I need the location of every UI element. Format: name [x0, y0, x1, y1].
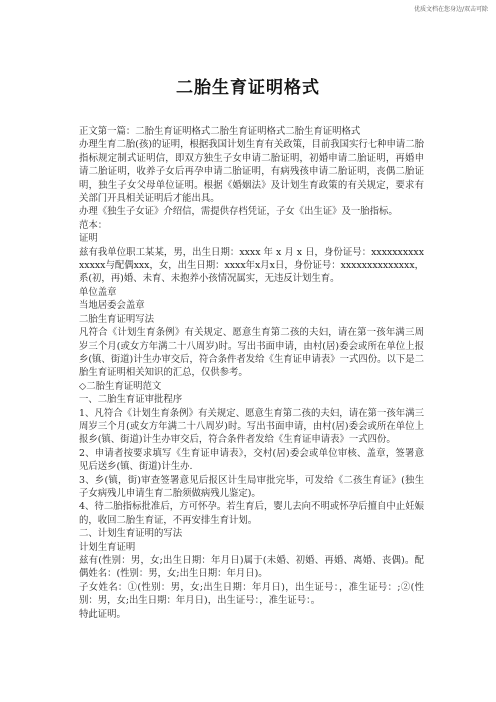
paragraph: 一、二胎生育证审批程序 — [79, 394, 183, 406]
paragraph: 证明 — [79, 233, 98, 245]
document-body — [79, 125, 424, 621]
paragraph: 2、申请者按要求填写《生育证申请表》，交村(居)委会或单位审核、盖章，签署意见后送乡(镇、街道)计生办. — [79, 447, 424, 473]
paragraph: 计划生育证明 — [79, 541, 136, 553]
paragraph: 兹有(性别：男，女;出生日期：年月日)属于(未婚、初婚、再婚、离婚、丧偶)。配偶姓名：(性别：男，女;出生日期：年月日)。 — [79, 555, 424, 580]
paragraph: 办理生育二胎(孩)的证明，根据我国计划生育有关政策，目前我国实行七种申请二胎指标规定制式证明信，即双方独生子女申请二胎证明，初婚申请二胎证明，再婚申请二胎证明，收养子女后再孕申请二胎证明，有病残孩申请二胎证明，丧偶二胎证明，独生子女父母单位证明。根据《婚姻法》及计划生育政策的有关规定，要求有关部门开具相关证明后才能出具。 — [79, 139, 424, 205]
header-note: 优质文档在您身边/双击可除 — [413, 6, 488, 13]
paragraph: 1、凡符合《计划生育条例》有关规定、愿意生育第二孩的夫妇，请在第一孩年满三周岁三个月(或女方年满二十八周岁)时。写出书面申请，由村(居)委会或所在单位上报乡(镇、街道)计生办审交后，符合条件者发给《生育证申请表》一式四份。 — [79, 407, 424, 446]
paragraph: ◇二胎生育证明范文 — [79, 380, 162, 392]
paragraph: 二胎生育证明写法 — [79, 313, 155, 325]
paragraph: 当地居委会盖章 — [79, 300, 145, 312]
paragraph: 子女姓名：①(性别：男，女;出生日期：年月日)，出生证号：，准生证号：;②(性别：男，女;出生日期：年月日)，出生证号：，准生证号：。 — [79, 581, 424, 607]
paragraph: 单位盖章 — [79, 286, 117, 298]
paragraph: 正文第一篇：二胎生育证明格式二胎生育证明格式二胎生育证明格式 — [79, 126, 361, 137]
paragraph: 凡符合《计划生育条例》有关规定、愿意生育第二孩的夫妇，请在第一孩年满三周岁三个月(或女方年满二十八周岁)时。写出书面申请，由村(居)委会或所在单位上报乡(镇、街道)计生办审交后，符合条件者发给《生育证申请表》一式四份。以下是二胎生育证明相关知识的汇总，仅供参考。 — [79, 327, 424, 379]
paragraph: 二、计划生育证明的写法 — [79, 528, 183, 540]
paragraph: 3、乡(镇，街)审查签署意见后报区计生局审批完毕，可发给《二孩生育证》(独生子女病残儿申请生育二胎须做病残儿鉴定)。 — [79, 474, 424, 499]
document-title: 二胎生育证明格式 — [176, 78, 320, 98]
paragraph: 4、待二胎指标批准后，方可怀孕。若生育后，婴儿去向不明或怀孕后擅自中止妊娠的，收回二胎生育证，不再安排生育计划。 — [79, 501, 424, 526]
paragraph: 特此证明。 — [79, 608, 126, 620]
paragraph: 办理《独生子女证》介绍信，需提供存档凭证，子女《出生证》及一胎指标。 — [79, 206, 398, 218]
paragraph: 兹有我单位职工某某，男，出生日期：xxxx 年 x 月 x 日，身份证号：xxxxxxxxxxxxxxx与配偶xxx，女，出生日期：xxxx年x月x日，身份证号：xxxxxxxxxxxxxx，系(初，再)婚、未育、未抱养小孩情况属实，无违反计划生育。 — [79, 246, 424, 285]
paragraph: 范本： — [79, 219, 108, 231]
